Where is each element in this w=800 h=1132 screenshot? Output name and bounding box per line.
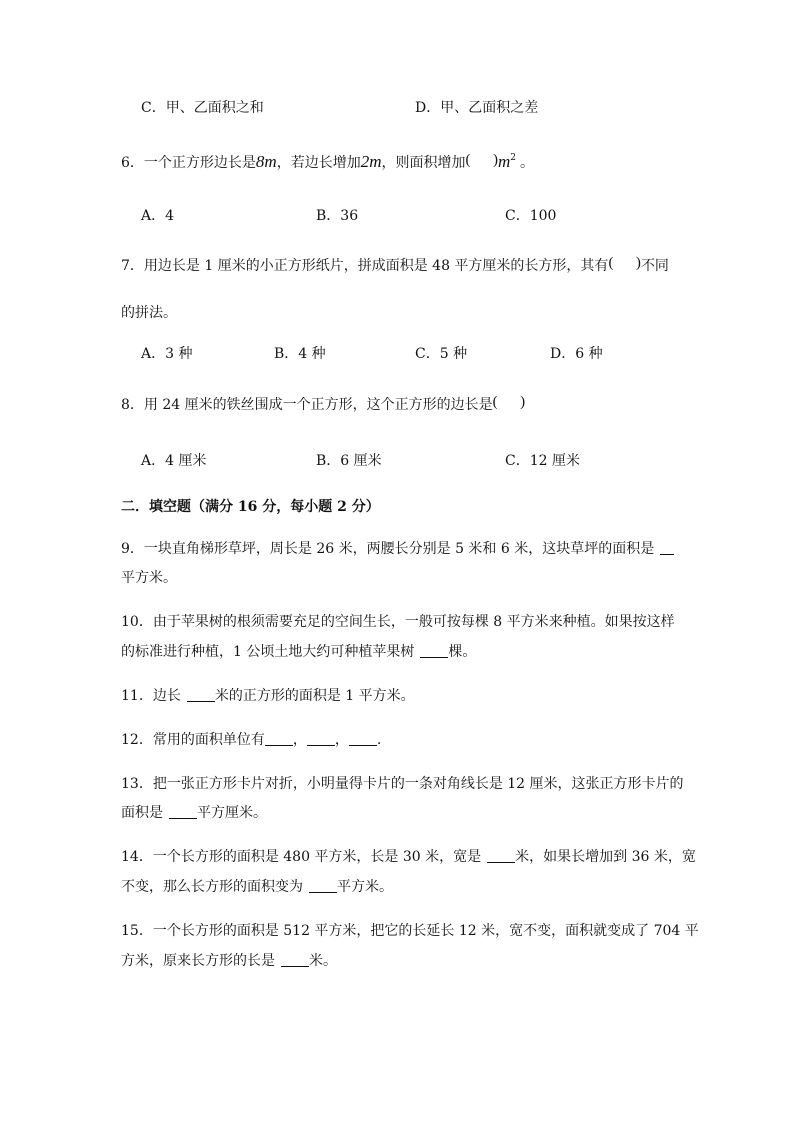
q9-text: 9．一块直角梯形草坪，周长是 26 米，两腰长分别是 5 米和 6 米，这块草坪的面积是 bbox=[121, 541, 655, 557]
answer-paren-6: ( ) bbox=[465, 152, 498, 168]
q12-end: . bbox=[376, 732, 382, 748]
answer-blank-10[interactable] bbox=[420, 643, 448, 658]
q6-value-2: 2m bbox=[360, 152, 382, 171]
answer-blank-13[interactable] bbox=[169, 804, 197, 819]
q6-value-1: 8m bbox=[255, 152, 277, 171]
option-6b: B．36 bbox=[316, 208, 359, 224]
q6-exponent: 2 bbox=[510, 153, 516, 163]
question-13-line-1: 13．把一张正方形卡片对折，小明量得卡片的一条对角线长是 12 厘米，这张正方形卡片的 bbox=[121, 776, 684, 792]
option-6c: C．100 bbox=[505, 208, 557, 224]
q14-text-a: 14．一个长方形的面积是 480 平方米，长是 30 米，宽是 bbox=[121, 849, 482, 865]
q10-text-end: 棵。 bbox=[448, 644, 477, 660]
q13-text-end: 平方厘米。 bbox=[197, 805, 267, 821]
option-5d: D．甲、乙面积之差 bbox=[415, 100, 539, 116]
question-11 bbox=[121, 686, 415, 706]
answer-blank-12a[interactable] bbox=[265, 731, 293, 746]
answer-paren-8: ( ) bbox=[492, 394, 526, 410]
answer-paren-7: ( ) bbox=[608, 255, 641, 271]
q12-sep-2: ， bbox=[334, 732, 349, 748]
question-9-line-1 bbox=[121, 539, 674, 559]
answer-blank-12b[interactable] bbox=[307, 731, 335, 746]
question-13-line-2 bbox=[121, 803, 267, 823]
q10-text: 的标准进行种植，1 公顷土地大约可种植苹果树 bbox=[121, 644, 415, 660]
q6-text-post: ，则面积增加 bbox=[381, 155, 466, 171]
q11-text-pre: 11．边长 bbox=[121, 688, 181, 704]
q15-text-end: 米。 bbox=[309, 953, 337, 969]
q6-text-pre: 6．一个正方形边长是 bbox=[121, 155, 256, 171]
option-8b: B．6 厘米 bbox=[316, 453, 382, 469]
answer-blank-14a[interactable] bbox=[487, 848, 515, 863]
q13-text: 面积是 bbox=[121, 805, 163, 821]
q6-unit: m bbox=[497, 152, 511, 171]
q14-text-b: 米，如果长增加到 36 米，宽 bbox=[515, 849, 696, 865]
q12-text: 12．常用的面积单位有 bbox=[121, 732, 265, 748]
question-8 bbox=[121, 392, 525, 415]
question-7-line-1 bbox=[121, 253, 669, 276]
question-6 bbox=[121, 148, 534, 173]
question-14-line-2 bbox=[121, 877, 393, 897]
q7-text: 7．用边长是 1 厘米的小正方形纸片，拼成面积是 48 平方厘米的长方形，其有 bbox=[121, 258, 609, 274]
option-8a: A．4 厘米 bbox=[141, 453, 207, 469]
question-15-line-1: 15．一个长方形的面积是 512 平方米，把它的长延长 12 米，宽不变，面积就变成了 704 平 bbox=[121, 923, 699, 939]
option-7d: D．6 种 bbox=[550, 346, 603, 362]
answer-blank-11[interactable] bbox=[187, 687, 215, 702]
question-10-line-2 bbox=[121, 642, 476, 662]
question-15-line-2 bbox=[121, 951, 337, 971]
question-12 bbox=[121, 730, 381, 750]
question-7-line-2: 的拼法。 bbox=[121, 305, 177, 321]
q6-text-end: 。 bbox=[520, 155, 534, 171]
q15-text: 方米，原来长方形的长是 bbox=[121, 953, 275, 969]
answer-blank-15[interactable] bbox=[281, 952, 309, 967]
question-14-line-1 bbox=[121, 847, 696, 867]
section-2-title: 二．填空题（满分 16 分，每小题 2 分） bbox=[121, 499, 380, 515]
option-6a: A．4 bbox=[141, 208, 175, 224]
question-10-line-1: 10．由于苹果树的根须需要充足的空间生长，一般可按每棵 8 平方米来种植。如果按这样 bbox=[121, 614, 675, 630]
q8-text: 8．用 24 厘米的铁丝围成一个正方形，这个正方形的边长是 bbox=[121, 397, 493, 413]
answer-blank-9[interactable] bbox=[660, 540, 674, 555]
option-7b: B．4 种 bbox=[274, 346, 326, 362]
answer-blank-12c[interactable] bbox=[349, 731, 377, 746]
q6-text-mid: ，若边长增加 bbox=[276, 155, 361, 171]
answer-blank-14b[interactable] bbox=[309, 878, 337, 893]
q11-text-post: 米的正方形的面积是 1 平方米。 bbox=[214, 688, 415, 704]
option-5c: C．甲、乙面积之和 bbox=[141, 100, 264, 116]
option-8c: C．12 厘米 bbox=[505, 453, 580, 469]
q14-text-d: 平方米。 bbox=[337, 879, 393, 895]
q14-text-c: 不变，那么长方形的面积变为 bbox=[121, 879, 303, 895]
option-7c: C．5 种 bbox=[415, 346, 468, 362]
q7-text-after: 不同 bbox=[640, 258, 669, 274]
q12-sep-1: ， bbox=[292, 732, 307, 748]
option-7a: A．3 种 bbox=[141, 346, 193, 362]
question-9-line-2: 平方米。 bbox=[121, 570, 177, 586]
